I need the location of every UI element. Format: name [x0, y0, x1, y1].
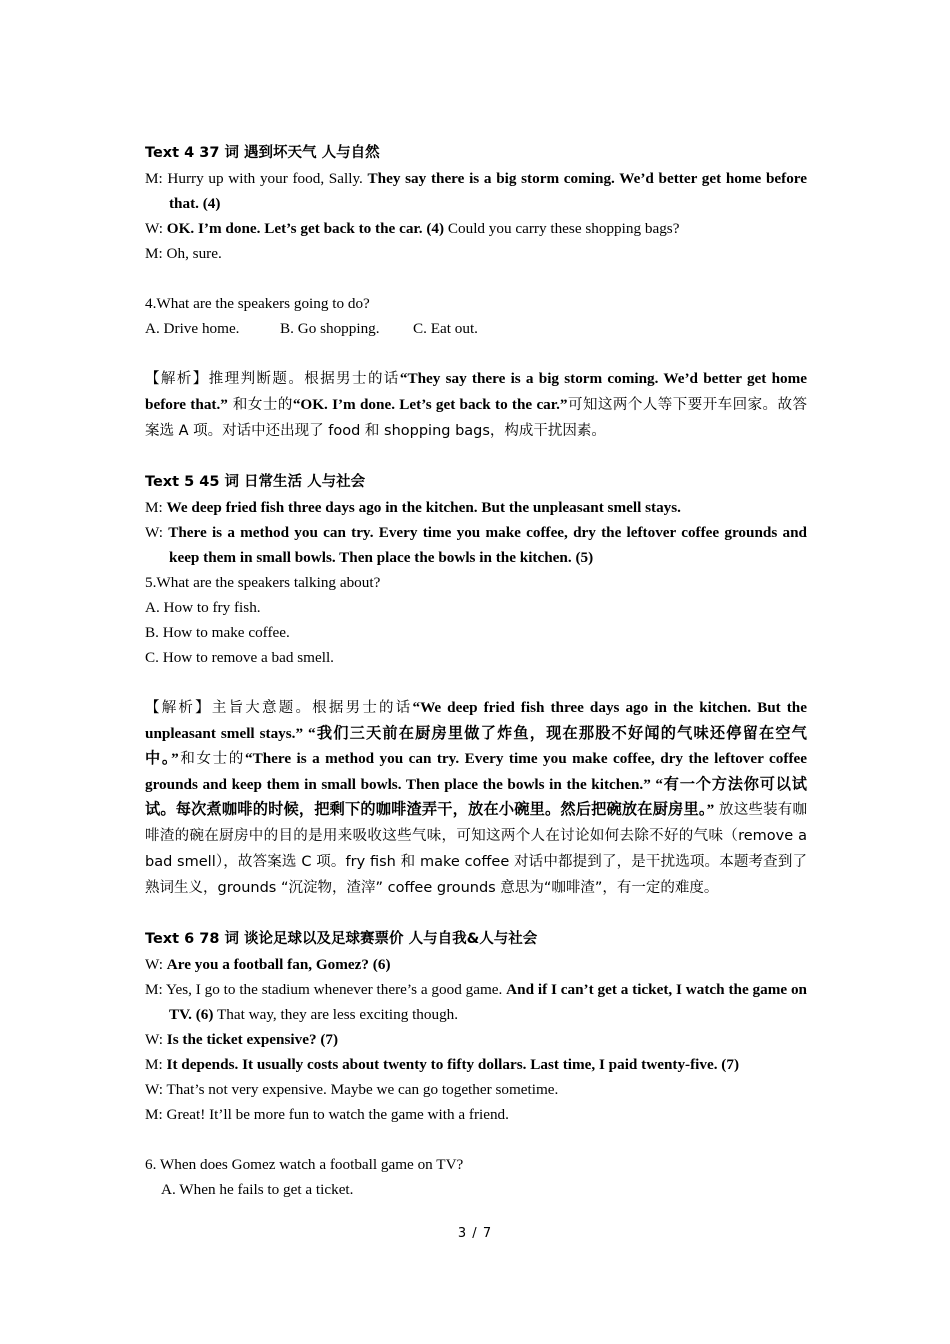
text5-line-1: M: We deep fried fish three days ago in the kitchen. But the unpleasant smell stays. — [145, 499, 681, 516]
text4-line-1: M: Hurry up with your food, Sally. They say there is a big storm coming. We’d better get home before that. (4) — [145, 170, 807, 212]
option-a: A. Drive home. — [145, 320, 240, 337]
text4-line-2: W: OK. I’m done. Let’s get back to the car. (4) Could you carry these shopping bags? — [145, 220, 680, 237]
page-content — [145, 140, 807, 1202]
text6-line-2: M: Yes, I go to the stadium whenever there’s a good game. And if I can’t get a ticket, I watch the game on TV. (6) That way, they are less exciting though. — [145, 981, 807, 1023]
text6-line-6: M: Great! It’ll be more fun to watch the game with a friend. — [145, 1106, 509, 1123]
text6-line-1: W: Are you a football fan, Gomez? (6) — [145, 956, 391, 973]
page-number: 3 / 7 — [457, 1226, 493, 1241]
text4-analysis: 【解析】推理判断题。根据男士的话“They say there is a big storm coming. We’d better get home before that.” 和女士的“OK. I’m done. Let’s get back to the car.”可知这两个人等下要开车回家。故答案选 A 项。对话中还出现了 food 和 shopping bags，构成干扰因素。 — [145, 370, 807, 439]
option-b: B. Go shopping. — [280, 320, 380, 337]
text4-heading: Text 4 37 词 遇到坏天气 人与自然 — [145, 145, 380, 161]
question-5: 5.What are the speakers talking about? — [145, 574, 381, 591]
text6-line-3: W: Is the ticket expensive? (7) — [145, 1031, 339, 1048]
question-5-option-c: C. How to remove a bad smell. — [145, 649, 334, 666]
text6-line-5: W: That’s not very expensive. Maybe we can go together sometime. — [145, 1081, 559, 1098]
text6-line-4: M: It depends. It usually costs about twenty to fifty dollars. Last time, I paid twenty-five. (7) — [145, 1056, 740, 1073]
question-5-option-a: A. How to fry fish. — [145, 599, 261, 616]
text6-heading: Text 6 78 词 谈论足球以及足球赛票价 人与自我&人与社会 — [145, 931, 538, 947]
question-5-option-b: B. How to make coffee. — [145, 624, 290, 641]
text5-line-2: W: There is a method you can try. Every time you make coffee, dry the leftover coffee grounds and keep them in small bowls. Then place the bowls in the kitchen. (5) — [145, 524, 807, 566]
question-6: 6. When does Gomez watch a football game on TV? — [145, 1156, 464, 1173]
question-4: 4.What are the speakers going to do? — [145, 295, 370, 312]
question-4-options — [145, 316, 807, 341]
text5-heading: Text 5 45 词 日常生活 人与社会 — [145, 474, 366, 490]
question-6-option-a: A. When he fails to get a ticket. — [161, 1181, 354, 1198]
text5-analysis: 【解析】主旨大意题。根据男士的话“We deep fried fish three days ago in the kitchen. But the unpleasant smell stays.” “我们三天前在厨房里做了炸鱼，现在那股不好闻的气味还停留在空气中。”和女士的“There is a method you can try. Every time you make coffee, dry the leftover coffee grounds and keep them in small bowls. Then place the bowls in the kitchen.” “有一个方法你可以试试。每次煮咖啡的时候，把剩下的咖啡渣弄干，放在小碗里。然后把碗放在厨房里。” 放这些装有咖啡渣的碗在厨房中的目的是用来吸收这些气味，可知这两个人在讨论如何去除不好的气味（remove a bad smell），故答案选 C 项。fry fish 和 make coffee 对话中都提到了，是干扰选项。本题考查到了熟词生义，grounds “沉淀物，渣滓” coffee grounds 意思为“咖啡渣”，有一定的难度。 — [145, 699, 808, 896]
text4-line-3: M: Oh, sure. — [145, 245, 222, 262]
option-c: C. Eat out. — [413, 320, 478, 337]
